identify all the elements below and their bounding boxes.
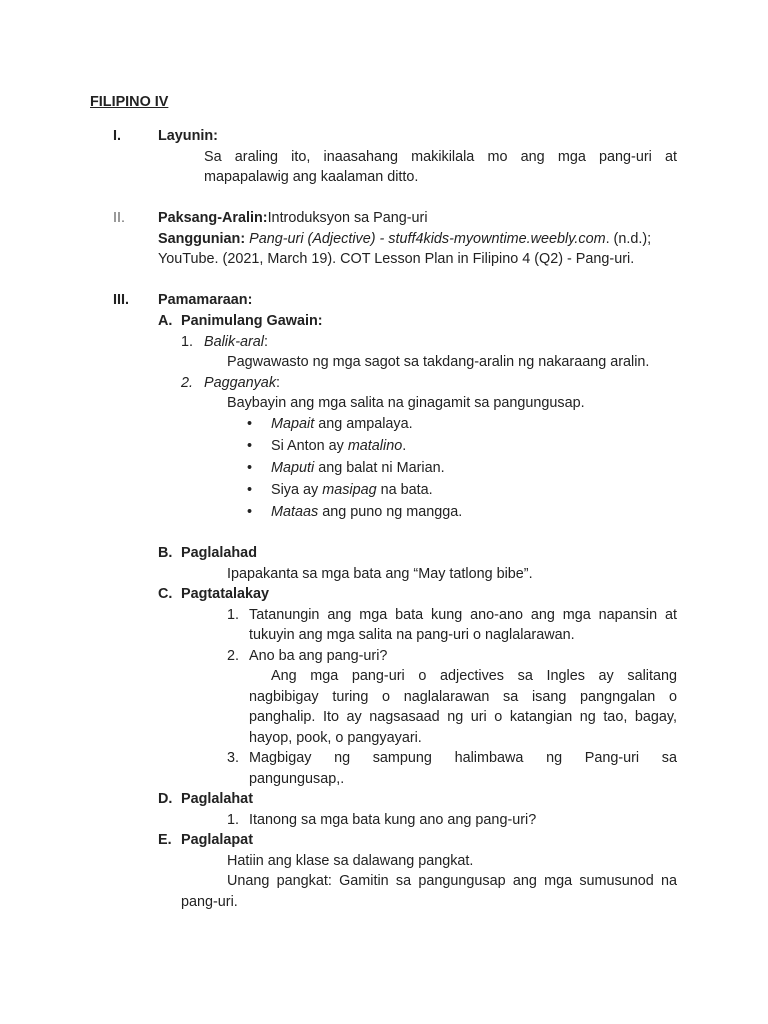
bullet-text: ang puno ng mangga. [318, 504, 463, 520]
c-item-1-number: 1. [227, 607, 240, 623]
bullet-text: Siya ay [271, 482, 323, 498]
subsection-b-heading: Paglalahad [181, 545, 257, 561]
c-item-3-number: 3. [227, 750, 240, 766]
bullet-emphasis: matalino [347, 438, 403, 454]
subsection-e-letter: E. [158, 832, 172, 848]
section-3-number: III. [113, 292, 129, 308]
bullet-emphasis: Mataas [271, 504, 319, 520]
reference-line [158, 229, 651, 249]
section-2-heading: Paksang-Aralin: [158, 210, 268, 226]
bullet-item [271, 414, 413, 434]
bullet-text: ang ampalaya. [314, 416, 413, 432]
subsection-c-letter: C. [158, 586, 173, 602]
a-item-2-text: Baybayin ang mga salita na ginagamit sa pangungusap. [227, 395, 585, 411]
bullet-emphasis: Maputi [271, 460, 315, 476]
section-3-heading: Pamamaraan: [158, 292, 253, 308]
section-2-topic: Introduksyon sa Pang-uri [267, 210, 428, 226]
bullet-text: Si Anton ay [271, 438, 348, 454]
subsection-d-letter: D. [158, 791, 173, 807]
subsection-b-letter: B. [158, 545, 173, 561]
reference-line-2: YouTube. (2021, March 19). COT Lesson Plan in Filipino 4 (Q2) - Pang-uri. [158, 251, 635, 267]
a-item-2-colon: : [276, 375, 281, 391]
c-item-3-line-1: Magbigay ng sampung halimbawa ng Pang-uri sa [249, 750, 677, 766]
a-item-1-number: 1. [181, 334, 194, 350]
a-item-1-colon: : [263, 334, 268, 350]
d-item-1-number: 1. [227, 812, 240, 828]
section-2-topic-line [158, 208, 428, 228]
a-item-1-label-line [204, 332, 268, 352]
bullet-text: ang balat ni Marian. [314, 460, 445, 476]
reference-label: Sanggunian: [158, 231, 246, 247]
subsection-d-heading: Paglalahat [181, 791, 253, 807]
c-item-2-line-1: Ang mga pang-uri o adjectives sa Ingles ay salitang [271, 668, 677, 684]
subsection-e-heading: Paglalapat [181, 832, 253, 848]
bullet-emphasis: masipag [322, 482, 377, 498]
c-item-2-line-3: panghalip. Ito ay nagsasaad ng uri o katangian ng tao, bagay, [249, 709, 677, 725]
subsection-e-line-1: Hatiin ang klase sa dalawang pangkat. [227, 853, 474, 869]
a-item-2-number: 2. [181, 375, 194, 391]
subsection-b-text: Ipapakanta sa mga bata ang “May tatlong bibe”. [227, 566, 533, 582]
reference-source: Pang-uri (Adjective) - stuff4kids-myowntime.weebly.com [249, 231, 606, 247]
section-1-heading: Layunin: [158, 128, 218, 144]
c-item-2-line-4: hayop, pook, o pangyayari. [249, 730, 422, 746]
bullet-item [271, 480, 433, 500]
c-item-1-line-1: Tatanungin ang mga bata kung ano-ano ang mga napansin at [249, 607, 677, 623]
c-item-2-number: 2. [227, 648, 240, 664]
subsection-e-line-2: Unang pangkat: Gamitin sa pangungusap ang mga sumusunod na [227, 873, 677, 889]
a-item-1-text: Pagwawasto ng mga sagot sa takdang-aralin ng nakaraang aralin. [227, 354, 650, 370]
bullet-item [271, 436, 406, 456]
section-2-number: II. [113, 210, 125, 226]
c-item-3-line-2: pangungusap,. [249, 771, 345, 787]
section-1-text-line-2: mapapalawig ang kaalaman ditto. [204, 169, 419, 185]
bullet-text-end: . [402, 438, 407, 454]
a-item-2-label-line [204, 373, 280, 393]
a-item-1-label: Balik-aral [204, 334, 264, 350]
bullet-emphasis: Mapait [271, 416, 315, 432]
d-item-1-text: Itanong sa mga bata kung ano ang pang-uri? [249, 812, 537, 828]
reference-date: . (n.d.); [605, 231, 652, 247]
c-item-1-line-2: tukuyin ang mga salita na pang-uri o naglalarawan. [249, 627, 575, 643]
bullet-item [271, 458, 445, 478]
a-item-2-label: Pagganyak [204, 375, 277, 391]
subsection-a-heading: Panimulang Gawain: [181, 313, 323, 329]
c-item-2-question: Ano ba ang pang-uri? [249, 648, 388, 664]
subsection-c-heading: Pagtatalakay [181, 586, 269, 602]
subsection-e-line-3: pang-uri. [181, 894, 238, 910]
section-1-text-line-1: Sa araling ito, inaasahang makikilala mo ang mga pang-uri at [204, 149, 677, 165]
c-item-2-line-2: nagbibigay turing o naglalarawan sa isang pangngalan o [249, 689, 677, 705]
bullet-item [271, 502, 462, 522]
subsection-a-letter: A. [158, 313, 173, 329]
document-title: FILIPINO IV [90, 94, 169, 110]
section-1-number: I. [113, 128, 121, 144]
bullet-text-end: na bata. [376, 482, 433, 498]
